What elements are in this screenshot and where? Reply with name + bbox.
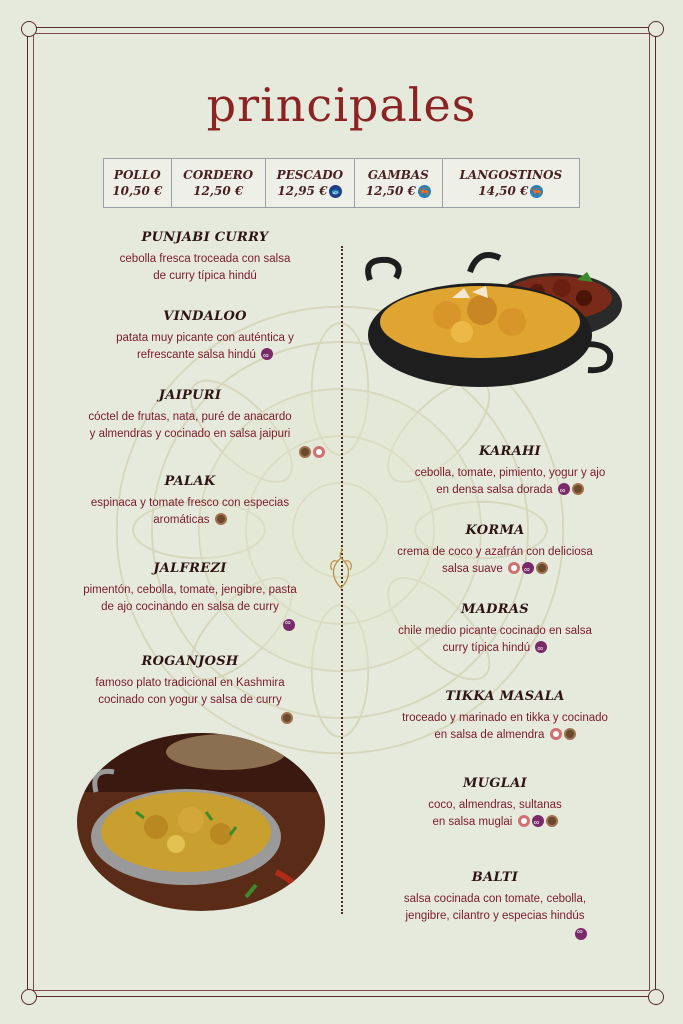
nut-icon xyxy=(564,728,576,740)
shellfish-icon: 🦐 xyxy=(419,186,430,196)
dish-name: JALFREZI xyxy=(153,561,227,576)
dairy-icon xyxy=(575,928,587,940)
curry-bowls-photo xyxy=(362,250,632,395)
price-value: 12,95 € xyxy=(277,184,328,198)
dish-name: PUNJABI CURRY xyxy=(141,230,269,245)
dish-description: patata muy picante con auténtica y refrescante salsa hindú ∞ xyxy=(70,330,340,364)
dish-balti xyxy=(345,870,645,944)
price-name: GAMBAS xyxy=(367,168,429,182)
dairy-icon xyxy=(532,815,544,827)
price-cell-pescado xyxy=(265,159,354,208)
price-cell-pollo xyxy=(104,159,172,208)
dish-name: PALAK xyxy=(164,474,216,489)
price-value: 12,50 € xyxy=(365,184,416,198)
page-title: principales xyxy=(206,78,477,132)
dish-palak xyxy=(55,474,325,529)
corner-ornament xyxy=(648,21,664,37)
nut-icon xyxy=(215,513,227,525)
price-cell-gambas xyxy=(355,159,443,208)
dish-description: crema de coco y azafrán con deliciosa salsa suave ∞ xyxy=(345,544,645,578)
dish-description: chile medio picante cocinado en salsa curry típica hindú ∞ xyxy=(345,623,645,657)
dish-muglai xyxy=(345,776,645,831)
dairy-icon xyxy=(261,348,273,360)
dish-tikka-masala xyxy=(355,689,655,744)
price-table xyxy=(103,158,580,208)
dish-name: KARAHI xyxy=(479,444,541,459)
price-cell-langostinos xyxy=(442,159,579,208)
dish-roganjosh xyxy=(55,654,325,728)
dish-description: troceado y marinado en tikka y cocinado en salsa de almendra xyxy=(402,712,608,741)
allergen-icon xyxy=(550,728,562,740)
dish-madras xyxy=(345,602,645,657)
dish-jalfrezi xyxy=(55,561,325,635)
dish-name: ROGANJOSH xyxy=(141,654,239,669)
nut-icon xyxy=(299,446,311,458)
dish-name: MUGLAI xyxy=(463,776,527,791)
dish-name: MADRAS xyxy=(461,602,529,617)
allergen-icon xyxy=(518,815,530,827)
lotus-ornament-icon xyxy=(326,548,356,592)
dish-description: coco, almendras, sultanas en salsa muglai ∞ xyxy=(345,797,645,831)
corner-ornament xyxy=(21,989,37,1005)
curry-pan-photo xyxy=(76,732,326,912)
nut-icon xyxy=(546,815,558,827)
corner-ornament xyxy=(648,989,664,1005)
price-cell-cordero xyxy=(171,159,265,208)
dish-description: espinaca y tomate fresco con especias aromáticas xyxy=(90,497,290,526)
dish-name: VINDALOO xyxy=(163,309,247,324)
dish-name: TIKKA MASALA xyxy=(445,689,565,704)
dish-description: cebolla, tomate, pimiento, yogur y ajo en densa salsa dorada ∞ xyxy=(360,465,660,499)
dish-name: KORMA xyxy=(465,523,525,538)
price-name: LANGOSTINOS xyxy=(459,168,563,182)
corner-ornament xyxy=(21,21,37,37)
allergen-icon xyxy=(508,562,520,574)
dish-description: salsa cocinada con tomate, cebolla, jengibre, cilantro y especias hindús xyxy=(403,893,587,922)
dish-description: famoso plato tradicional en Kashmira cocinado con yogur y salsa de curry xyxy=(95,677,285,706)
allergen-icon xyxy=(313,446,325,458)
nut-icon xyxy=(536,562,548,574)
dairy-icon xyxy=(535,641,547,653)
dish-vindaloo xyxy=(70,309,340,364)
dish-punjabi-curry xyxy=(70,230,340,285)
dairy-icon xyxy=(522,562,534,574)
price-name: POLLO xyxy=(113,168,161,182)
dish-jaipuri xyxy=(55,388,325,462)
dish-karahi xyxy=(360,444,660,499)
dish-description: cebolla fresca troceada con salsa de curry típica hindú xyxy=(119,253,291,282)
price-value: 12,50 € xyxy=(193,184,244,198)
dish-korma xyxy=(345,523,645,578)
price-value: 14,50 € xyxy=(478,184,529,198)
dish-name: BALTI xyxy=(471,870,519,885)
dairy-icon xyxy=(558,483,570,495)
dairy-icon xyxy=(283,619,295,631)
shellfish-icon: 🦐 xyxy=(531,186,542,196)
price-value: 10,50 € xyxy=(112,184,163,198)
nut-icon xyxy=(572,483,584,495)
price-name: CORDERO xyxy=(183,168,254,182)
dish-name: JAIPURI xyxy=(158,388,222,403)
dish-description: cóctel de frutas, nata, puré de anacardo y almendras y cocinado en salsa jaipuri xyxy=(88,411,292,440)
fish-icon: 🐟 xyxy=(330,186,341,196)
price-name: PESCADO xyxy=(276,168,344,182)
nut-icon xyxy=(281,712,293,724)
dish-description: pimentón, cebolla, tomate, jengibre, pasta de ajo cocinando en salsa de curry xyxy=(83,584,297,613)
